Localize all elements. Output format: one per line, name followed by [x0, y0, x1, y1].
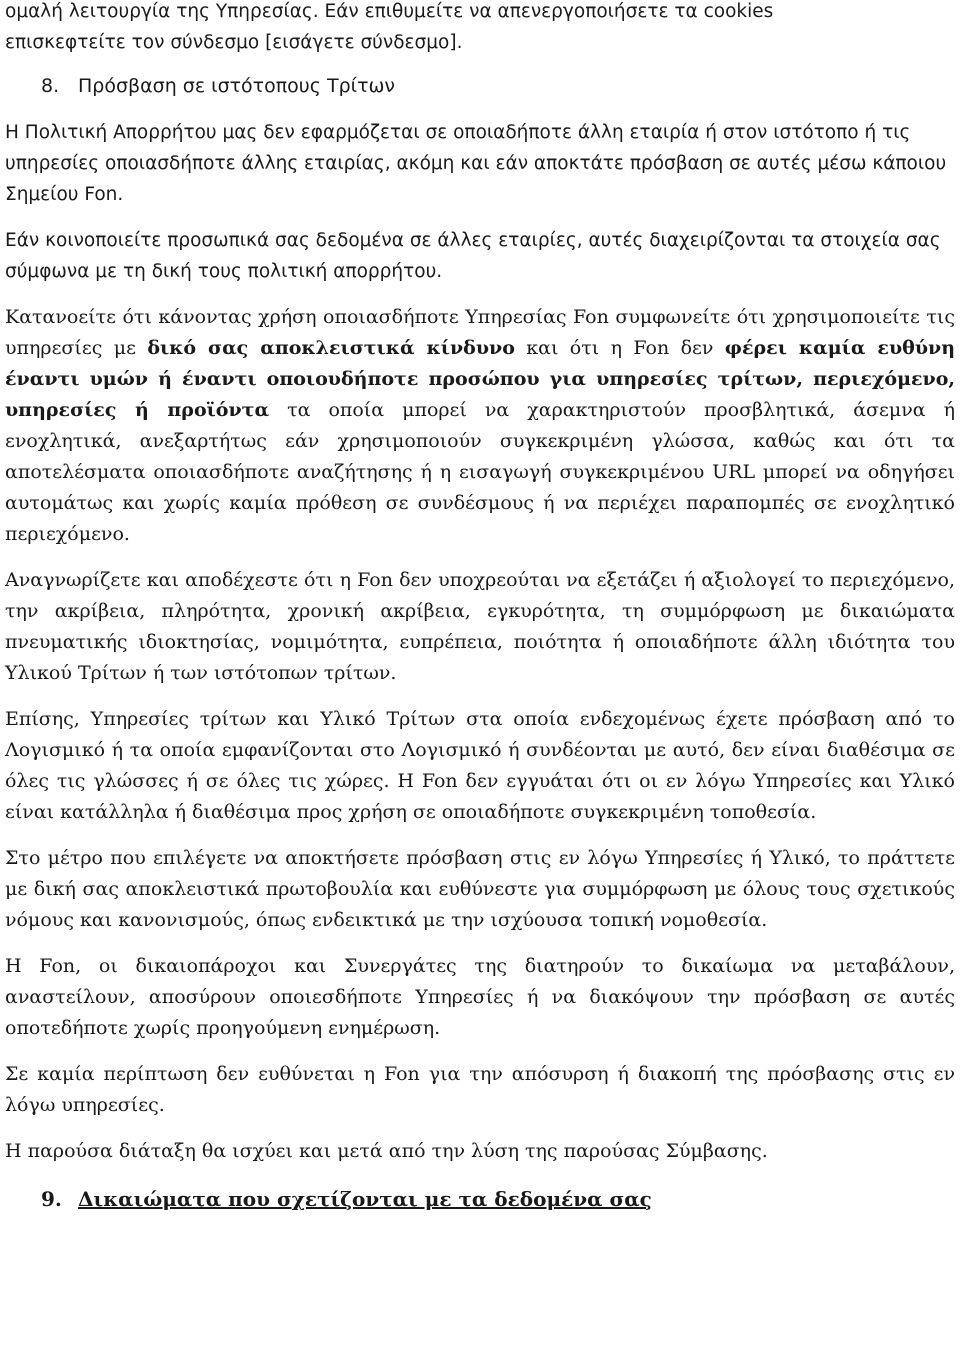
- risk-text-e: τα οποία μπορεί να χαρακτηριστούν προσβλητικά, άσεμνα ή ενοχλητικά, ανεξαρτήτως εάν χρησιμοποιούν συγκεκριμένη γλώσσα, καθώς και ότι τα αποτελέσματα οποιασδήποτε αναζήτησης ή η εισαγωγή συγκεκριμένου URL μπορεί να οδηγήσει αυτομάτως και χωρίς καμία πρόθεση σε συνδέσμους ή να περιέχει παραπομπές σε ενοχλητικό περιεχόμενο.: [5, 399, 955, 545]
- paragraph-survival: Η παρούσα διάταξη θα ισχύει και μετά από την λύση της παρούσας Σύμβασης.: [5, 1140, 768, 1162]
- risk-text-a: Κατανοείτε ότι κάνοντας χρήση οποιασδήποτε Υπηρεσίας Fon συμφωνείτε ότι χρησιμοποιείτε τις υπηρεσίες με: [5, 306, 955, 359]
- risk-bold-no-liability: φέρει καμία ευθύνη έναντι υμών ή έναντι οποιουδήποτε προσώπου για υπηρεσίες τρίτων, περιεχόμενο, υπηρεσίες ή προϊόντα: [5, 337, 956, 421]
- section9-number: 9.: [41, 1187, 62, 1211]
- paragraph-availability: Επίσης, Υπηρεσίες τρίτων και Υλικό Τρίτων στα οποία ενδεχομένως έχετε πρόσβαση από το Λογισμικό ή τα οποία εμφανίζονται στο Λογισμικό ή συνδέονται με αυτό, δεν είναι διαθέσιμα σε όλες τις γλώσσες ή σε όλες τις χώρες. Η Fon δεν εγγυάται ότι οι εν λόγω Υπηρεσίες και Υλικό είναι κατάλληλα ή διαθέσιμα προς χρήση σε οποιαδήποτε συγκεκριμένη τοποθεσία.: [5, 708, 955, 823]
- paragraph-risk-disclaimer: [5, 302, 955, 550]
- risk-bold-own-risk: δικό σας αποκλειστικά κίνδυνο: [147, 337, 515, 359]
- paragraph-own-initiative: Στο μέτρο που επιλέγετε να αποκτήσετε πρόσβαση στις εν λόγω Υπηρεσίες ή Υλικό, το πράττετε με δική σας αποκλειστικά πρωτοβουλία και ευθύνεστε για συμμόρφωση με όλους τους σχετικούς νόμους και κανονισμούς, όπως ενδεικτικά με την ισχύουσα τοπική νομοθεσία.: [5, 847, 955, 931]
- risk-text-c: και ότι η Fon δεν: [514, 337, 725, 359]
- section7-tail-line2: επισκεφτείτε τον σύνδεσμο [εισάγετε σύνδεσμο].: [5, 32, 463, 53]
- paragraph-no-review-obligation: Αναγνωρίζετε και αποδέχεστε ότι η Fon δεν υποχρεούται να εξετάζει ή αξιολογεί το περιεχόμενο, την ακρίβεια, πληρότητα, χρονική ακρίβεια, εγκυρότητα, τη συμμόρφωση με δικαιώματα πνευματικής ιδιοκτησίας, νομιμότητα, ευπρέπεια, ποιότητα ή οποιαδήποτε άλλη ιδιότητα του Υλικού Τρίτων ή των ιστότοπων τρίτων.: [5, 569, 955, 684]
- paragraph-no-liability-withdrawal: Σε καμία περίπτωση δεν ευθύνεται η Fon για την απόσυρση ή διακοπή της πρόσβασης στις εν λόγω υπηρεσίες.: [5, 1063, 955, 1116]
- section8-number: 8.: [41, 75, 60, 97]
- paragraph-privacy-scope: Η Πολιτική Απορρήτου μας δεν εφαρμόζεται σε οποιαδήποτε άλλη εταιρία ή στον ιστότοπο ή τις υπηρεσίες οποιασδήποτε άλλης εταιρίας, ακόμη και εάν αποκτάτε πρόσβαση σε αυτές μέσω κάποιου Σημείου Fon.: [5, 122, 947, 205]
- paragraph-right-to-modify: Η Fon, οι δικαιοπάροχοι και Συνεργάτες της διατηρούν το δικαίωμα να μεταβάλουν, αναστείλουν, αποσύρουν οποιεσδήποτε Υπηρεσίες ή να διακόψουν την πρόσβαση σε αυτές οποτεδήποτε χωρίς προηγούμενη ενημέρωση.: [5, 955, 955, 1039]
- section9-heading: [41, 1184, 955, 1215]
- section8-title: Πρόσβαση σε ιστότοπους Τρίτων: [78, 75, 396, 97]
- section9-title: Δικαιώματα που σχετίζονται με τα δεδομένα σας: [78, 1187, 652, 1211]
- section8-heading: [41, 71, 955, 102]
- paragraph-data-sharing: Εάν κοινοποιείτε προσωπικά σας δεδομένα σε άλλες εταιρίες, αυτές διαχειρίζονται τα στοιχεία σας σύμφωνα με τη δική τους πολιτική απορρήτου.: [5, 230, 941, 282]
- section7-tail-line1: ομαλή λειτουργία της Υπηρεσίας. Εάν επιθυμείτε να απενεργοποιήσετε τα cookies: [5, 1, 774, 22]
